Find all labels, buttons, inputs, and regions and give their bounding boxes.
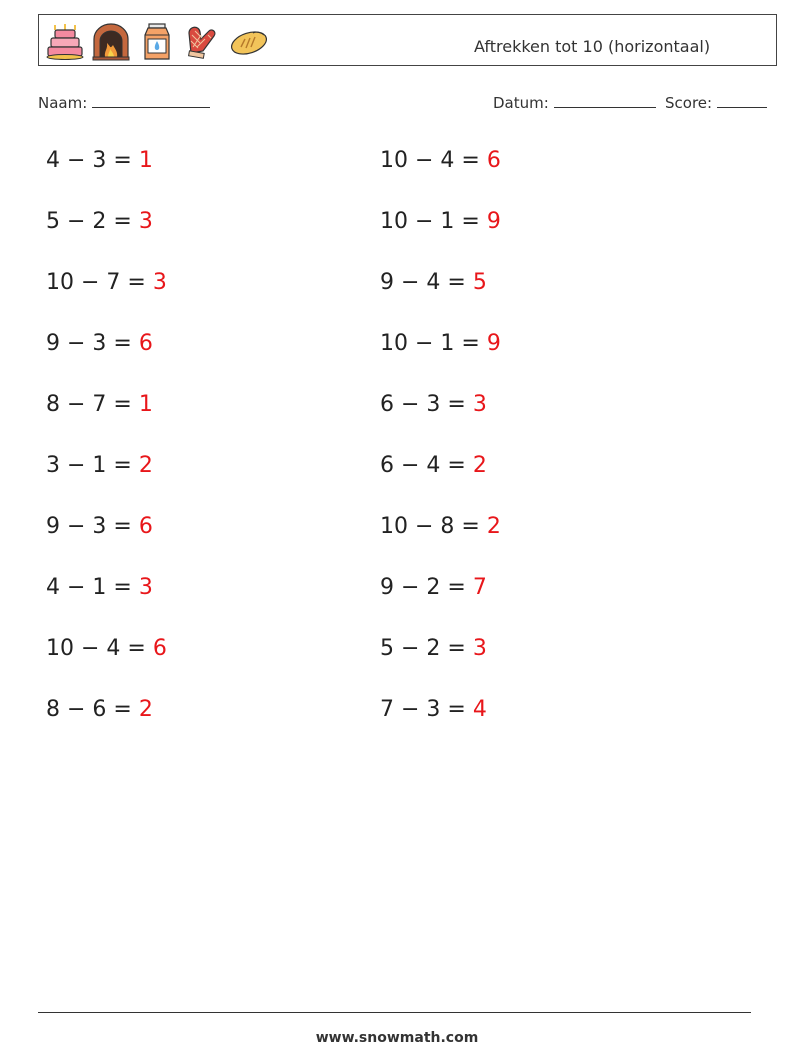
problem-answer: 9 (486, 209, 501, 234)
problem-expression: 3 − 1 = (46, 453, 132, 478)
problem-left-9 (46, 636, 167, 661)
name-blank (92, 93, 210, 108)
problem-answer: 3 (472, 392, 487, 417)
problem-right-2 (380, 209, 501, 234)
problem-right-4 (380, 331, 501, 356)
problem-expression: 9 − 3 = (46, 514, 132, 539)
problem-answer: 6 (486, 148, 501, 173)
problem-answer: 9 (486, 331, 501, 356)
problem-left-8 (46, 575, 153, 600)
problem-answer: 1 (138, 148, 153, 173)
problem-expression: 10 − 1 = (380, 209, 480, 234)
problem-answer: 2 (486, 514, 501, 539)
problem-answer: 2 (138, 697, 153, 722)
problem-expression: 10 − 4 = (380, 148, 480, 173)
problem-expression: 10 − 8 = (380, 514, 480, 539)
problem-expression: 5 − 2 = (46, 209, 132, 234)
score-field (665, 93, 767, 112)
problem-answer: 2 (472, 453, 487, 478)
problem-answer: 3 (138, 209, 153, 234)
problem-expression: 8 − 7 = (46, 392, 132, 417)
problem-expression: 10 − 1 = (380, 331, 480, 356)
problem-answer: 3 (138, 575, 153, 600)
milk-carton-icon (137, 21, 177, 61)
page-title: Aftrekken tot 10 (horizontaal) (474, 37, 711, 56)
problem-right-8 (380, 575, 487, 600)
problem-left-7 (46, 514, 153, 539)
name-field (38, 93, 210, 112)
bread-icon (229, 21, 269, 61)
problem-left-6 (46, 453, 153, 478)
problem-left-5 (46, 392, 153, 417)
problem-expression: 6 − 4 = (380, 453, 466, 478)
problem-expression: 4 − 3 = (46, 148, 132, 173)
problem-right-6 (380, 453, 487, 478)
problem-expression: 5 − 2 = (380, 636, 466, 661)
problem-expression: 9 − 3 = (46, 331, 132, 356)
problem-left-10 (46, 697, 153, 722)
problem-expression: 10 − 7 = (46, 270, 146, 295)
header-box (38, 14, 777, 66)
problem-right-3 (380, 270, 487, 295)
problem-answer: 2 (138, 453, 153, 478)
header-icons (45, 21, 269, 61)
problem-left-2 (46, 209, 153, 234)
score-label: Score: (665, 94, 713, 112)
problem-expression: 8 − 6 = (46, 697, 132, 722)
problem-expression: 7 − 3 = (380, 697, 466, 722)
problem-answer: 4 (472, 697, 487, 722)
problem-left-4 (46, 331, 153, 356)
problem-right-1 (380, 148, 501, 173)
problem-answer: 7 (472, 575, 487, 600)
problem-right-10 (380, 697, 487, 722)
oven-mitt-icon (183, 21, 223, 61)
problem-answer: 3 (152, 270, 167, 295)
problem-answer: 3 (472, 636, 487, 661)
name-label: Naam: (38, 94, 88, 112)
date-blank (554, 93, 656, 108)
problem-right-5 (380, 392, 487, 417)
problem-expression: 9 − 2 = (380, 575, 466, 600)
problem-answer: 6 (138, 514, 153, 539)
date-field (493, 93, 656, 112)
date-label: Datum: (493, 94, 549, 112)
footer-divider (38, 1012, 751, 1013)
problem-answer: 5 (472, 270, 487, 295)
problem-answer: 1 (138, 392, 153, 417)
problem-expression: 9 − 4 = (380, 270, 466, 295)
cake-icon (45, 21, 85, 61)
problem-expression: 4 − 1 = (46, 575, 132, 600)
problem-answer: 6 (138, 331, 153, 356)
problem-answer: 6 (152, 636, 167, 661)
problem-expression: 6 − 3 = (380, 392, 466, 417)
score-blank (717, 93, 767, 108)
problem-left-3 (46, 270, 167, 295)
oven-icon (91, 21, 131, 61)
footer-url[interactable]: www.snowmath.com (315, 1030, 479, 1046)
problem-left-1 (46, 148, 153, 173)
problem-right-9 (380, 636, 487, 661)
problem-expression: 10 − 4 = (46, 636, 146, 661)
problem-right-7 (380, 514, 501, 539)
